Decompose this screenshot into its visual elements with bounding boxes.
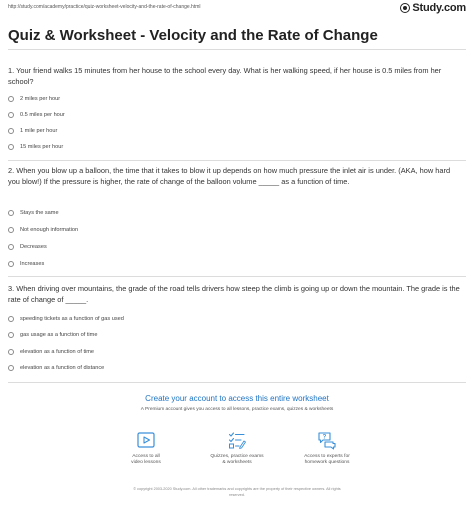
radio-icon[interactable] <box>8 244 14 250</box>
feature-line-1: Quizzes, practice exams <box>210 454 264 459</box>
question-2-option-3[interactable] <box>8 242 47 252</box>
radio-icon[interactable] <box>8 316 14 322</box>
feature-line-2: homework questions <box>304 460 350 465</box>
copyright-notice <box>50 486 424 498</box>
question-1-text: 1. Your friend walks 15 minutes from her house to the school every day. What is her walking speed, if her house is 0.5 miles from her school? <box>8 66 442 86</box>
feature-line-1: Access to all <box>132 454 160 459</box>
feature-experts <box>287 430 367 466</box>
quiz-checklist-icon <box>227 430 247 450</box>
option-label: gas usage as a function of time <box>20 332 98 338</box>
option-label: elevation as a function of distance <box>20 365 105 371</box>
video-lesson-icon <box>136 430 156 450</box>
radio-icon[interactable] <box>8 261 14 267</box>
question-divider <box>8 276 466 277</box>
radio-icon[interactable] <box>8 128 14 134</box>
question-3-text: 3. When driving over mountains, the grade of the road tells drivers how steep the climb is going up or down the mountain. The grade is the rate of change of _____. <box>8 284 460 304</box>
page-url: http://study.com/academy/practice/quiz-worksheet-velocity-and-the-rate-of-change.html <box>8 4 201 10</box>
page-header <box>0 0 474 16</box>
option-label: 0.5 miles per hour <box>20 112 65 118</box>
question-3-option-4[interactable] <box>8 363 104 373</box>
option-label: Decreases <box>20 244 47 250</box>
feature-line-2: & worksheets <box>222 460 252 465</box>
question-2-option-4[interactable] <box>8 259 44 269</box>
svg-text:?: ? <box>322 434 327 441</box>
radio-icon[interactable] <box>8 210 14 216</box>
question-divider <box>8 382 466 383</box>
premium-description: A Premium account gives you access to all lessons, practice exams, quizzes & worksheets <box>140 407 334 412</box>
study-logo <box>400 2 466 14</box>
question-1-option-4[interactable] <box>8 142 63 152</box>
option-label: Stays the same <box>20 210 59 216</box>
title-divider <box>8 49 466 50</box>
feature-line-1: Access to experts for <box>304 454 350 459</box>
feature-line-2: video lessons <box>131 460 161 465</box>
page-title: Quiz & Worksheet - Velocity and the Rate of Change <box>8 27 378 44</box>
question-1-option-1[interactable] <box>8 94 60 104</box>
expert-chat-icon <box>317 430 337 450</box>
question-3-option-1[interactable] <box>8 314 124 324</box>
question-1-option-2[interactable] <box>8 110 65 120</box>
radio-icon[interactable] <box>8 349 14 355</box>
option-label: 15 miles per hour <box>20 144 64 150</box>
option-label: Increases <box>20 261 45 267</box>
study-logo-icon <box>400 3 410 13</box>
option-label: Not enough information <box>20 227 79 233</box>
option-label: 2 miles per hour <box>20 96 61 102</box>
copyright-line-1: © copyright 2003-2020 Study.com. All other trademarks and copyrights are the property of their respective owners. All rights <box>133 487 341 491</box>
option-label: speeding tickets as a function of gas used <box>20 316 124 322</box>
radio-icon[interactable] <box>8 144 14 150</box>
study-logo-text: Study.com <box>412 2 466 14</box>
option-label: elevation as a function of time <box>20 349 95 355</box>
question-3-option-3[interactable] <box>8 347 94 357</box>
feature-video-lessons <box>106 430 186 466</box>
feature-quizzes <box>197 430 277 466</box>
radio-icon[interactable] <box>8 96 14 102</box>
option-label: 1 mile per hour <box>20 128 58 134</box>
radio-icon[interactable] <box>8 365 14 371</box>
radio-icon[interactable] <box>8 227 14 233</box>
create-account-link[interactable]: Create your account to access this entire worksheet <box>145 394 329 403</box>
copyright-line-2: reserved. <box>229 493 245 497</box>
question-2-text: 2. When you blow up a balloon, the time that it takes to blow it up depends on how much pressure the inlet air is under. (AKA, how hard you blow!) If the pressure is higher, the rate of change of the balloon volume _____ as a function of time. <box>8 166 451 186</box>
question-2-option-1[interactable] <box>8 208 59 218</box>
question-divider <box>8 160 466 161</box>
question-2-option-2[interactable] <box>8 225 78 235</box>
question-3-option-2[interactable] <box>8 330 97 340</box>
radio-icon[interactable] <box>8 332 14 338</box>
question-1-option-3[interactable] <box>8 126 57 136</box>
radio-icon[interactable] <box>8 112 14 118</box>
